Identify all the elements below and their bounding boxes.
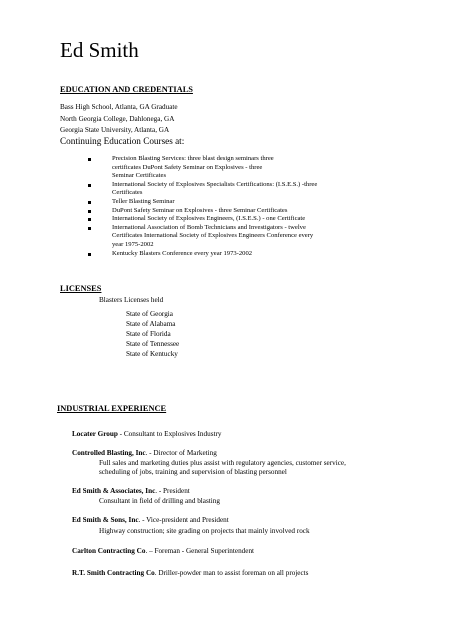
school-line: Bass High School, Atlanta, GA Graduate [60,103,178,111]
course-item: International Association of Bomb Technicians and Investigators - twelve Certificates International Society of Explosives Engineers Conference every year 1975-2002 [86,224,346,250]
license-state: State of Alabama [126,320,176,328]
job-entry: Ed Smith & Associates, Inc. - President [72,487,190,495]
license-state: State of Georgia [126,310,173,318]
course-item: International Society of Explosives Engineers, (I.S.E.S.) - one Certificate [86,215,346,224]
job-detail: Highway construction; site grading on projects that mainly involved rock [99,527,310,535]
course-item: International Society of Explosives Specialists Certifications: (I.S.E.S.) -three Certificates [86,181,346,198]
licenses-intro: Blasters Licenses held [99,296,164,304]
job-detail: scheduling of jobs, training and supervision of blasting personnel [99,468,287,476]
course-item: DuPont Safety Seminar on Explosives - three Seminar Certificates [86,207,346,216]
job-entry: Controlled Blasting, Inc. - Director of Marketing [72,449,217,457]
course-item: Kentucky Blasters Conference every year 1973-2002 [86,250,346,259]
job-entry: Carlton Contracting Co. – Foreman - General Superintendent [72,547,255,555]
school-line: Georgia State University, Atlanta, GA [60,126,170,134]
course-list [86,155,346,258]
course-item: Precision Blasting Services: three blast design seminars three certificates DuPont Safety Seminar on Explosives - three Seminar Certificates [86,155,346,181]
license-state: State of Florida [126,330,171,338]
bullet-icon [88,201,91,204]
bullet-icon [88,210,91,213]
job-detail: Full sales and marketing duties plus assist with regulatory agencies, customer service, [99,459,346,467]
school-line: North Georgia College, Dahlonega, GA [60,115,175,123]
bullet-icon [88,227,91,230]
licenses-heading: LICENSES [60,284,102,293]
job-entry: Locater Group - Consultant to Explosives Industry [72,430,222,438]
experience-heading: INDUSTRIAL EXPERIENCE [57,404,167,413]
resume-name: Ed Smith [60,38,139,62]
bullet-icon [88,158,91,161]
job-entry: Ed Smith & Sons, Inc. - Vice-president and President [72,516,229,524]
bullet-icon [88,253,91,256]
bullet-icon [88,184,91,187]
education-heading: EDUCATION AND CREDENTIALS [60,85,193,94]
license-state: State of Tennessee [126,340,180,348]
bullet-icon [88,218,91,221]
job-entry: R.T. Smith Contracting Co. Driller-powder man to assist foreman on all projects [72,569,309,577]
license-state: State of Kentucky [126,350,178,358]
continuing-education-label: Continuing Education Courses at: [60,136,185,146]
job-detail: Consultant in field of drilling and blasting [99,497,220,505]
course-item: Teller Blasting Seminar [86,198,346,207]
